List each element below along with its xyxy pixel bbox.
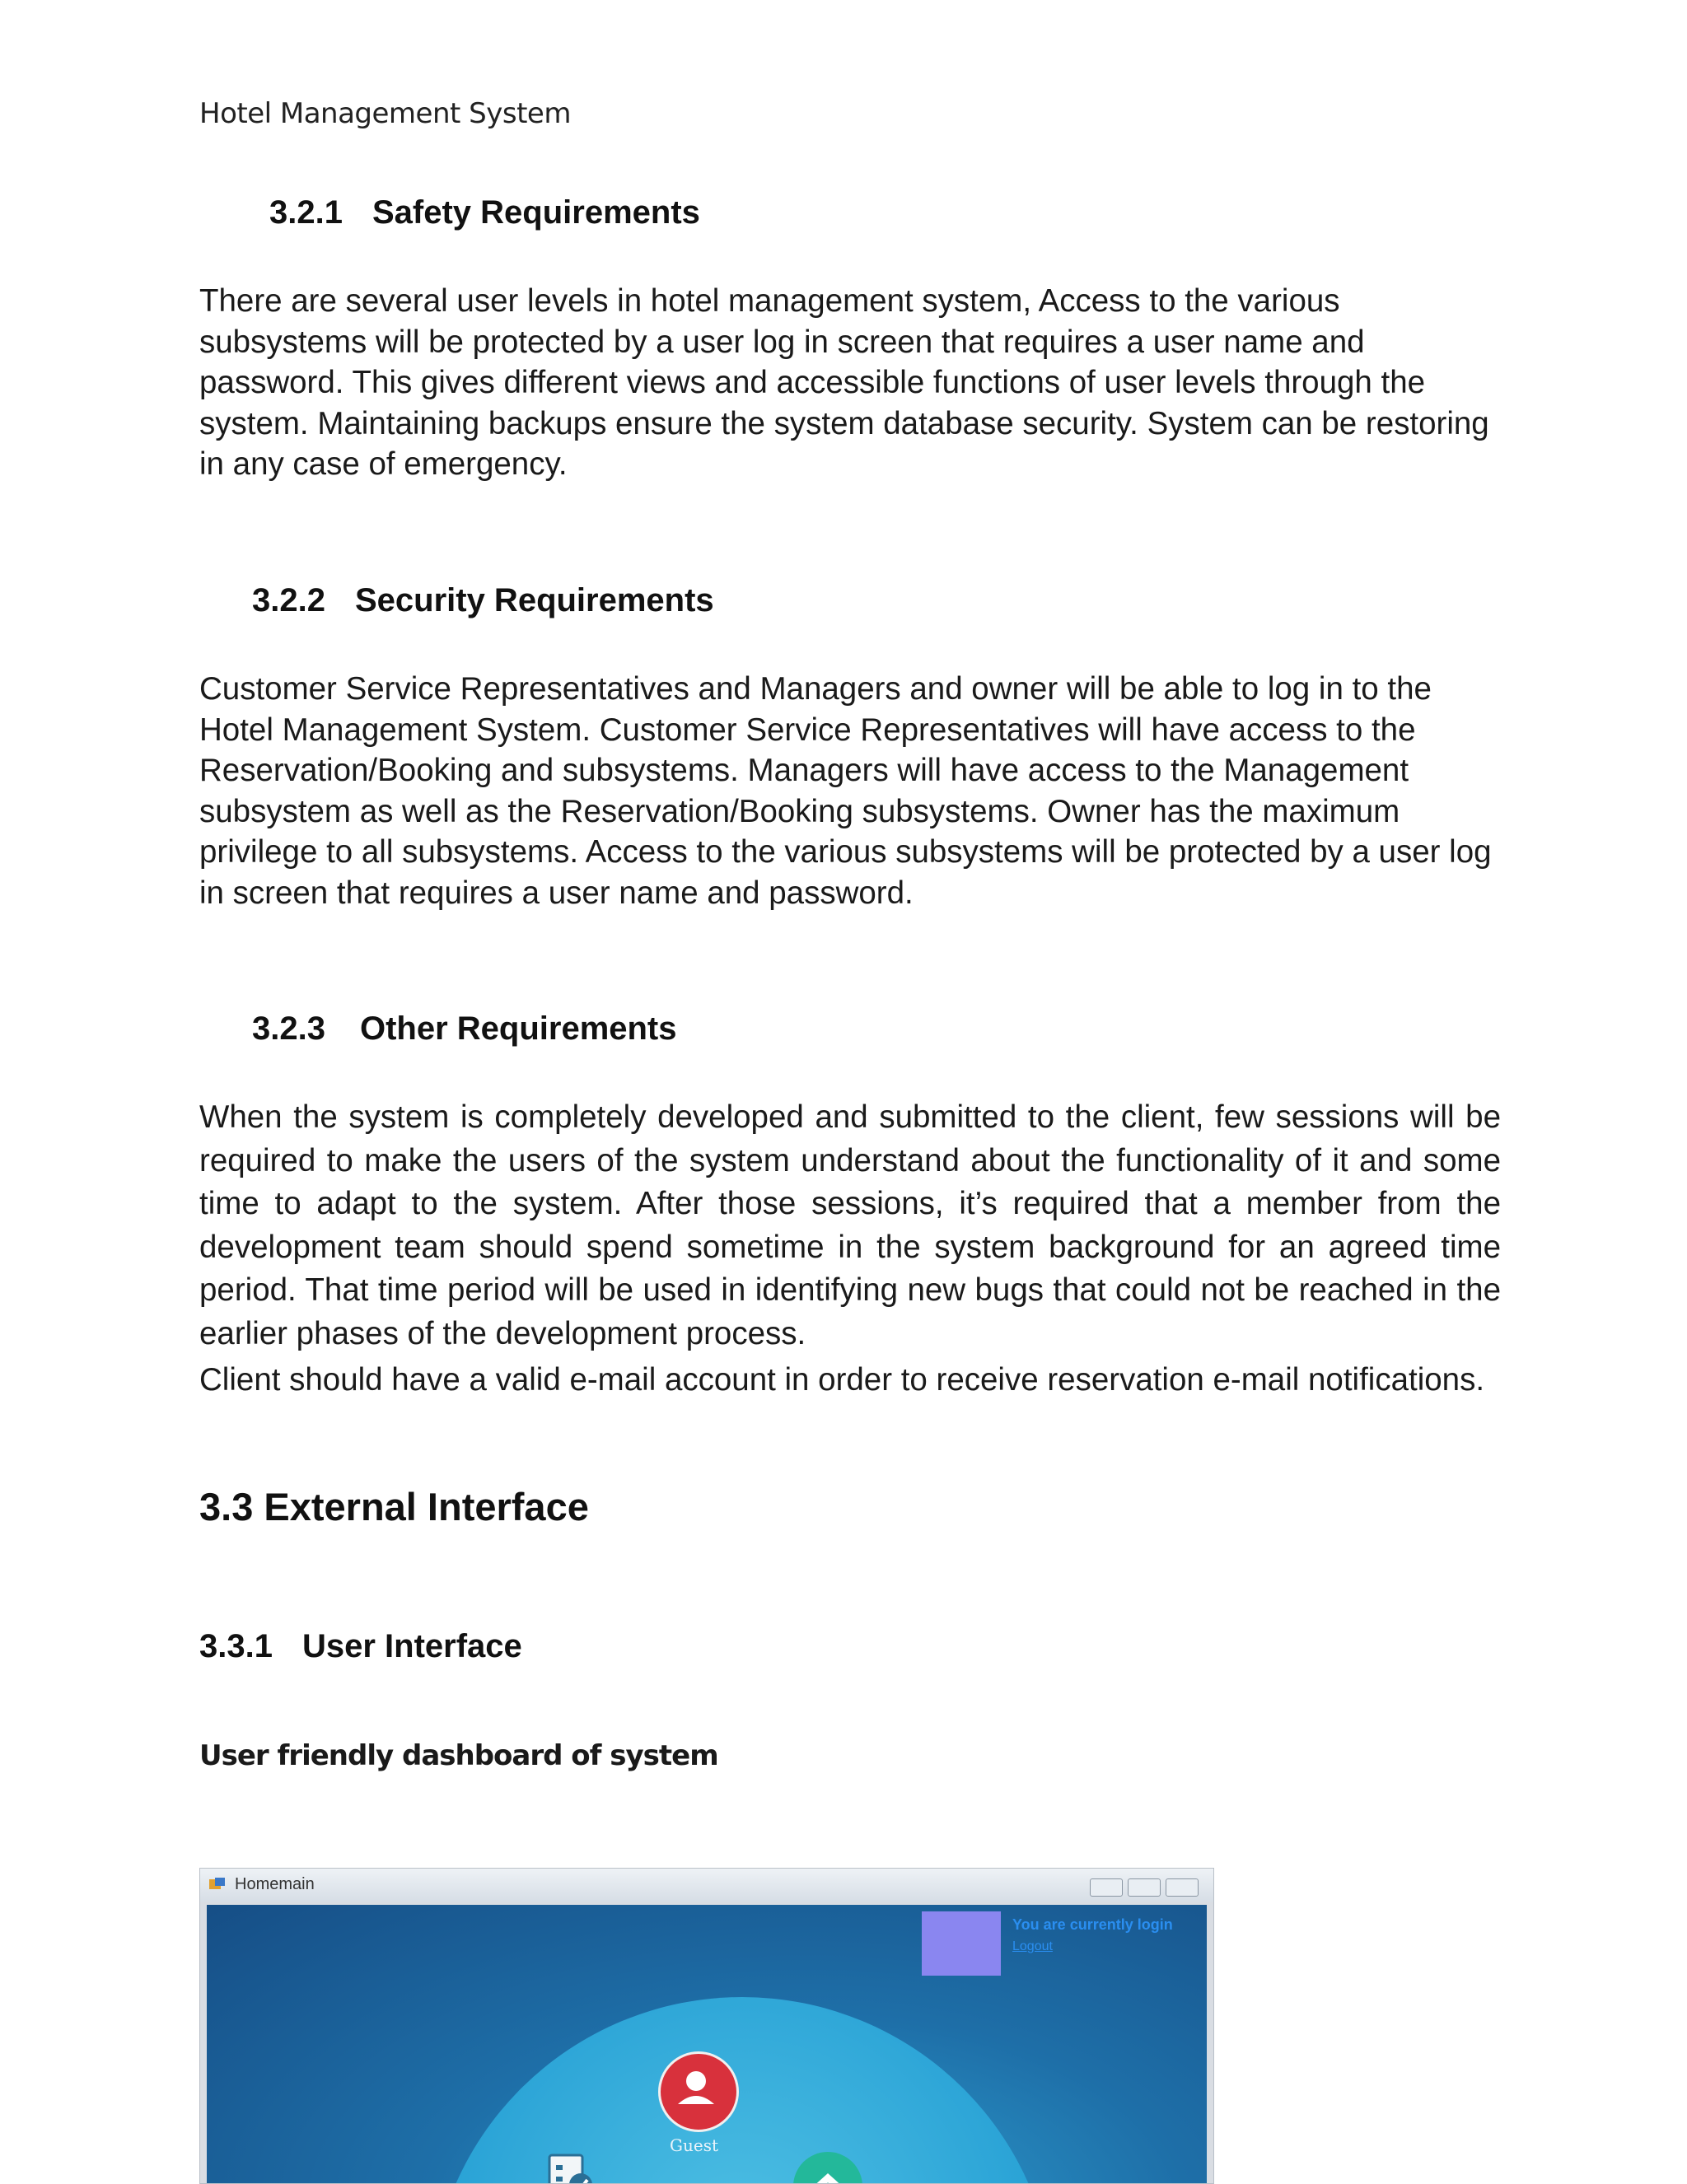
home-icon[interactable] <box>793 2152 862 2183</box>
section-title: User Interface <box>301 1628 522 1664</box>
section-323-body-1: When the system is completely developed and submitted to the client, few sessions will be required to make the users of the system understand about the functionality of it and some time to adapt to the system. After those sessions, it’s required that a member from the development team should spend sometime in the system background for an agreed time period. That time period will be used in identifying new bugs that could not be reached in the earlier phases of the development process. <box>199 1099 1501 1351</box>
section-323-body-2: Client should have a valid e-mail account in order to receive reservation e-mail notifications. <box>199 1362 1485 1398</box>
section-title: Other Requirements <box>359 1010 677 1047</box>
window-title: Homemain <box>235 1875 315 1893</box>
close-button[interactable] <box>1166 1878 1199 1897</box>
section-322-body: Customer Service Representatives and Managers and owner will be able to log in to the Hotel Management System. Customer Service Representatives will have access to the Reservation/Booking and subsystems. Managers will have access to the Management subsystem as well as the Reservation/Booking subsystems. Owner has the maximum privilege to all subsystems. Access to the various subsystems will be protected by a user log in screen that requires a user name and password. <box>199 671 1492 911</box>
app-icon <box>208 1877 227 1892</box>
login-status: You are currently login <box>1012 1916 1173 1933</box>
menu-circle <box>429 1997 1055 2183</box>
section-number: 3.2.2 <box>252 582 325 618</box>
section-321-body: There are several user levels in hotel management system, Access to the various subsystems will be protected by a user log in screen that requires a user name and password. This gives different views and accessible functions of user levels through the system. Maintaining backups ensure the system database security. System can be restoring in any case of emergency. <box>199 283 1489 482</box>
figure-caption: User friendly dashboard of system <box>199 1739 718 1772</box>
section-title: Security Requirements <box>354 582 714 618</box>
section-number: 3.2.3 <box>252 1010 325 1047</box>
dashboard-screenshot <box>199 1868 1214 2184</box>
minimize-button[interactable] <box>1090 1878 1123 1897</box>
guest-label: Guest <box>670 2135 718 2155</box>
section-323-heading <box>252 1010 677 1048</box>
maximize-button[interactable] <box>1128 1878 1161 1897</box>
dashboard-area <box>207 1905 1207 2183</box>
window-titlebar <box>200 1869 1213 1902</box>
guest-icon[interactable] <box>658 2051 739 2132</box>
checklist-icon[interactable] <box>544 2150 599 2183</box>
section-322-heading <box>252 582 714 619</box>
section-number: 3.3.1 <box>199 1628 273 1664</box>
section-title: Safety Requirements <box>372 194 700 231</box>
user-avatar <box>922 1911 1001 1976</box>
section-321-heading <box>269 194 700 231</box>
section-33-heading: 3.3 External Interface <box>199 1485 589 1528</box>
section-331-heading <box>199 1628 522 1665</box>
logout-link[interactable]: Logout <box>1012 1939 1053 1953</box>
section-number: 3.2.1 <box>269 194 343 231</box>
running-header: Hotel Management System <box>199 97 571 130</box>
